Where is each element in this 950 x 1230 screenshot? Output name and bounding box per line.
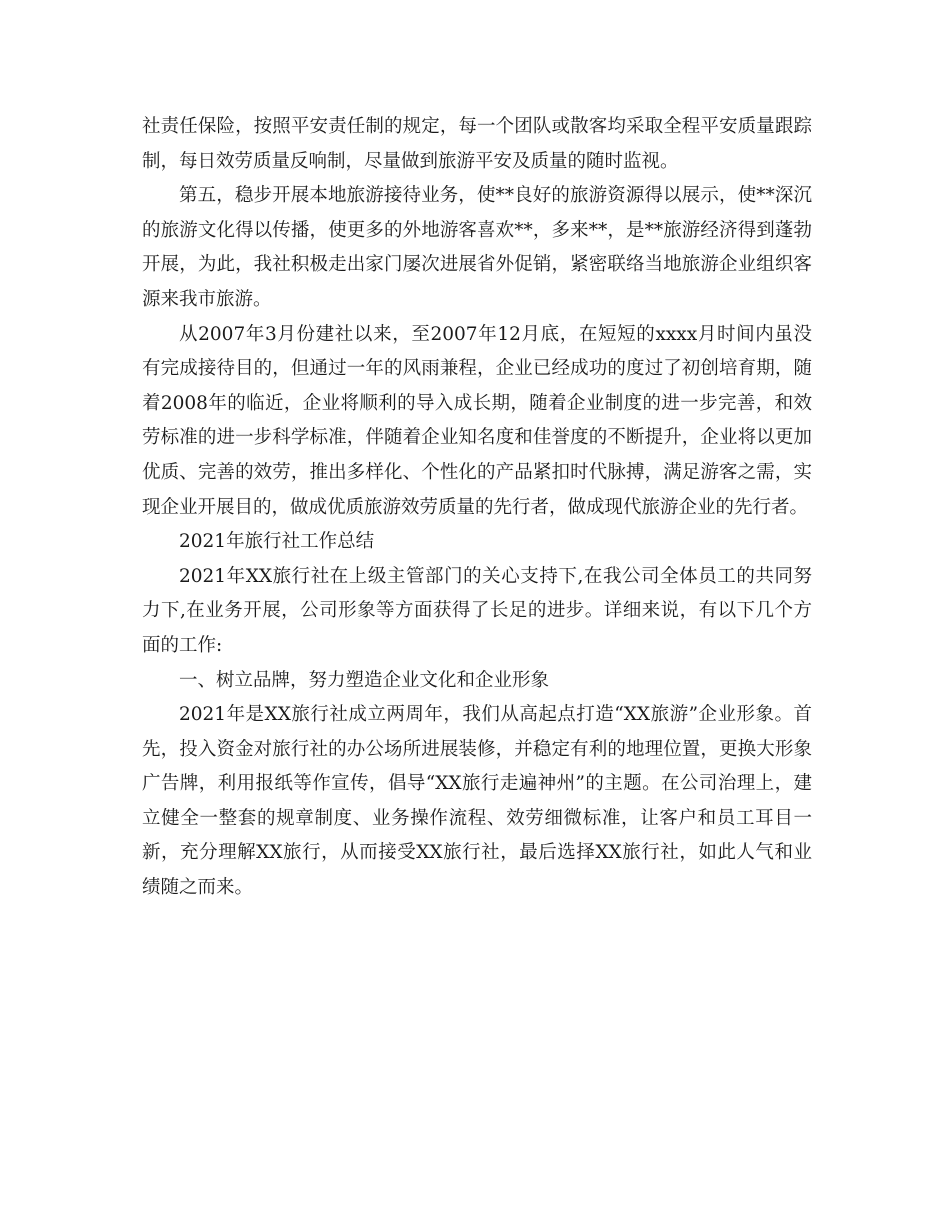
document-page	[142, 110, 812, 906]
subsection-heading: 一、树立品牌，努力塑造企业文化和企业形象	[179, 669, 550, 691]
paragraph-1: 社责任保险，按照平安责任制的规定，每一个团队或散客均采取全程平安质量跟踪制，每日效劳质量反响制，尽量做到旅游平安及质量的随时监视。	[142, 116, 812, 172]
paragraph-7: 2021年是XX旅行社成立两周年，我们从高起点打造“XX旅游”企业形象。首先，投入资金对旅行社的办公场所进展装修，并稳定有利的地理位置，更换大形象广告牌，利用报纸等作宣传，倡导“XX旅行走遍神州”的主题。在公司治理上，建立健全一整套的规章制度、业务操作流程、效劳细微标准，让客户和员工耳目一新，充分理解XX旅行，从而接受XX旅行社，最后选择XX旅行社，如此人气和业绩随之而来。	[142, 704, 812, 899]
paragraph-5: 2021年XX旅行社在上级主管部门的关心支持下,在我公司全体员工的共同努力下,在业务开展，公司形象等方面获得了长足的进步。详细来说，有以下几个方面的工作:	[142, 565, 812, 656]
paragraph-2: 第五，稳步开展本地旅游接待业务，使**良好的旅游资源得以展示，使**深沉的旅游文化得以传播，使更多的外地游客喜欢**，多来**，是**旅游经济得到蓬勃开展，为此，我社积极走出家门屡次进展省外促销，紧密联络当地旅游企业组织客源来我市旅游。	[142, 185, 812, 310]
section-title: 2021年旅行社工作总结	[179, 531, 375, 553]
paragraph-3: 从2007年3月份建社以来，至2007年12月底，在短短的xxxx月时间内虽没有完成接待目的，但通过一年的风雨兼程，企业已经成功的度过了初创培育期，随着2008年的临近，企业将顺利的导入成长期，随着企业制度的进一步完善，和效劳标准的进一步科学标准，伴随着企业知名度和佳誉度的不断提升，企业将以更加优质、完善的效劳，推出多样化、个性化的产品紧扣时代脉搏，满足游客之需，实现企业开展目的，做成优质旅游效劳质量的先行者，做成现代旅游企业的先行者。	[142, 323, 812, 518]
